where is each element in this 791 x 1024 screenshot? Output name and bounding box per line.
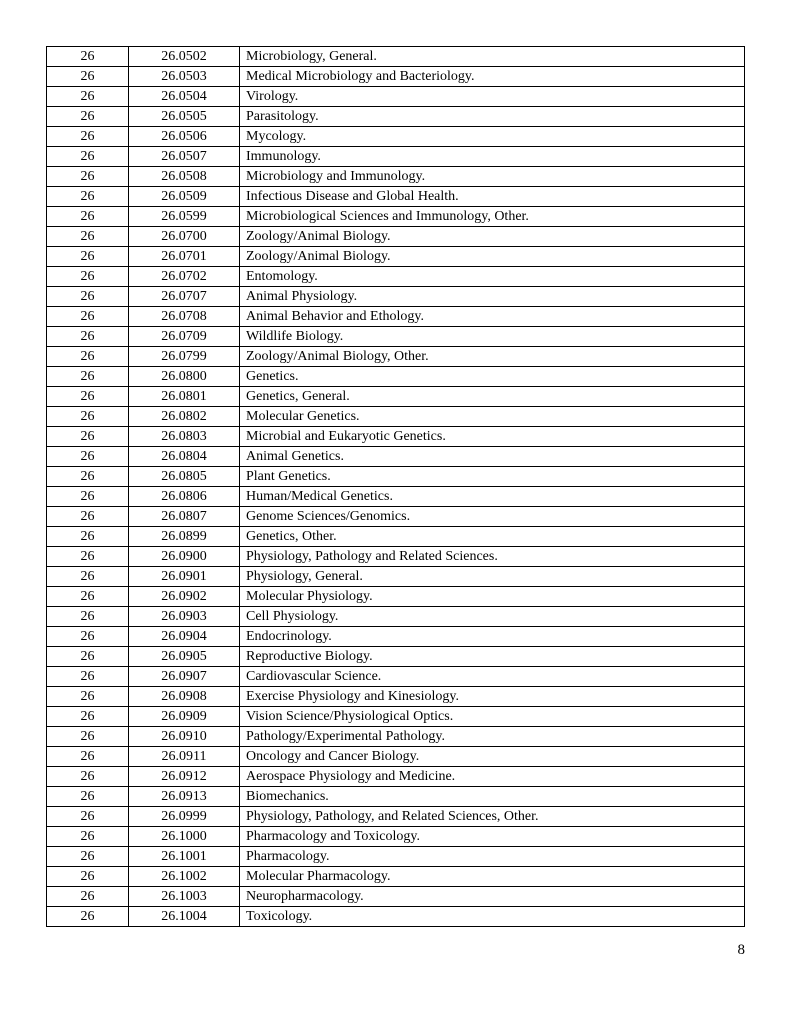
table-row [47,787,745,807]
table-row [47,287,745,307]
cip-code-cell: 26.0901 [129,567,240,587]
cip-code-cell: 26.1004 [129,907,240,927]
cip-family-cell: 26 [47,227,129,247]
program-title-cell: Immunology. [240,147,745,167]
program-title-cell: Medical Microbiology and Bacteriology. [240,67,745,87]
cip-code-cell: 26.0801 [129,387,240,407]
cip-family-cell: 26 [47,147,129,167]
cip-code-cell: 26.0701 [129,247,240,267]
program-title-cell: Physiology, General. [240,567,745,587]
program-title-cell: Virology. [240,87,745,107]
cip-family-cell: 26 [47,547,129,567]
cip-family-cell: 26 [47,387,129,407]
cip-code-cell: 26.0900 [129,547,240,567]
program-title-cell: Pharmacology. [240,847,745,867]
program-title-cell: Physiology, Pathology, and Related Sciences, Other. [240,807,745,827]
table-row [47,827,745,847]
cip-family-cell: 26 [47,607,129,627]
program-title-cell: Animal Genetics. [240,447,745,467]
cip-family-cell: 26 [47,707,129,727]
cip-code-cell: 26.0800 [129,367,240,387]
cip-family-cell: 26 [47,627,129,647]
table-row [47,87,745,107]
cip-code-cell: 26.0502 [129,47,240,67]
program-title-cell: Molecular Physiology. [240,587,745,607]
table-row [47,387,745,407]
cip-family-cell: 26 [47,747,129,767]
cip-code-cell: 26.0899 [129,527,240,547]
program-title-cell: Entomology. [240,267,745,287]
program-title-cell: Genetics, General. [240,387,745,407]
cip-family-cell: 26 [47,347,129,367]
program-title-cell: Vision Science/Physiological Optics. [240,707,745,727]
cip-code-cell: 26.0702 [129,267,240,287]
program-title-cell: Parasitology. [240,107,745,127]
table-row [47,327,745,347]
table-row [47,207,745,227]
program-title-cell: Animal Physiology. [240,287,745,307]
cip-code-cell: 26.0904 [129,627,240,647]
cip-family-cell: 26 [47,867,129,887]
cip-family-cell: 26 [47,287,129,307]
cip-code-cell: 26.0911 [129,747,240,767]
cip-code-cell: 26.0504 [129,87,240,107]
cip-code-cell: 26.0907 [129,667,240,687]
program-title-cell: Cell Physiology. [240,607,745,627]
cip-family-cell: 26 [47,247,129,267]
cip-family-cell: 26 [47,767,129,787]
cip-table-body [47,47,745,927]
program-title-cell: Microbiology and Immunology. [240,167,745,187]
cip-family-cell: 26 [47,687,129,707]
table-row [47,907,745,927]
cip-code-cell: 26.0910 [129,727,240,747]
table-row [47,67,745,87]
program-title-cell: Toxicology. [240,907,745,927]
cip-code-cell: 26.0709 [129,327,240,347]
cip-code-cell: 26.0903 [129,607,240,627]
table-row [47,107,745,127]
table-row [47,47,745,67]
cip-family-cell: 26 [47,207,129,227]
program-title-cell: Microbiological Sciences and Immunology, Other. [240,207,745,227]
cip-family-cell: 26 [47,107,129,127]
cip-code-cell: 26.0913 [129,787,240,807]
table-row [47,407,745,427]
cip-family-cell: 26 [47,807,129,827]
cip-code-cell: 26.0905 [129,647,240,667]
cip-family-cell: 26 [47,307,129,327]
table-row [47,867,745,887]
cip-code-cell: 26.0908 [129,687,240,707]
cip-code-cell: 26.0507 [129,147,240,167]
cip-code-cell: 26.0807 [129,507,240,527]
program-title-cell: Exercise Physiology and Kinesiology. [240,687,745,707]
cip-family-cell: 26 [47,167,129,187]
cip-code-cell: 26.0599 [129,207,240,227]
cip-family-cell: 26 [47,647,129,667]
program-title-cell: Pharmacology and Toxicology. [240,827,745,847]
program-title-cell: Physiology, Pathology and Related Sciences. [240,547,745,567]
program-title-cell: Pathology/Experimental Pathology. [240,727,745,747]
cip-code-cell: 26.0700 [129,227,240,247]
program-title-cell: Animal Behavior and Ethology. [240,307,745,327]
cip-family-cell: 26 [47,787,129,807]
cip-family-cell: 26 [47,127,129,147]
cip-code-cell: 26.0902 [129,587,240,607]
cip-family-cell: 26 [47,527,129,547]
cip-family-cell: 26 [47,467,129,487]
cip-code-cell: 26.0806 [129,487,240,507]
cip-family-cell: 26 [47,507,129,527]
cip-family-cell: 26 [47,87,129,107]
program-title-cell: Wildlife Biology. [240,327,745,347]
table-row [47,647,745,667]
cip-code-cell: 26.1002 [129,867,240,887]
cip-family-cell: 26 [47,907,129,927]
cip-family-cell: 26 [47,427,129,447]
cip-family-cell: 26 [47,827,129,847]
table-row [47,527,745,547]
cip-code-cell: 26.1001 [129,847,240,867]
cip-code-cell: 26.0708 [129,307,240,327]
cip-code-cell: 26.0503 [129,67,240,87]
table-row [47,267,745,287]
table-row [47,587,745,607]
table-row [47,507,745,527]
table-row [47,227,745,247]
cip-code-cell: 26.0799 [129,347,240,367]
program-title-cell: Reproductive Biology. [240,647,745,667]
program-title-cell: Microbial and Eukaryotic Genetics. [240,427,745,447]
cip-family-cell: 26 [47,367,129,387]
table-row [47,707,745,727]
table-row [47,247,745,267]
cip-family-cell: 26 [47,587,129,607]
program-title-cell: Mycology. [240,127,745,147]
cip-family-cell: 26 [47,727,129,747]
program-title-cell: Plant Genetics. [240,467,745,487]
cip-family-cell: 26 [47,47,129,67]
program-title-cell: Human/Medical Genetics. [240,487,745,507]
program-title-cell: Neuropharmacology. [240,887,745,907]
cip-family-cell: 26 [47,327,129,347]
cip-family-cell: 26 [47,267,129,287]
table-row [47,547,745,567]
table-row [47,747,745,767]
program-title-cell: Zoology/Animal Biology, Other. [240,347,745,367]
cip-code-cell: 26.1000 [129,827,240,847]
cip-family-cell: 26 [47,667,129,687]
table-row [47,667,745,687]
program-title-cell: Cardiovascular Science. [240,667,745,687]
cip-family-cell: 26 [47,487,129,507]
table-row [47,887,745,907]
program-title-cell: Biomechanics. [240,787,745,807]
program-title-cell: Genetics. [240,367,745,387]
table-row [47,187,745,207]
program-title-cell: Infectious Disease and Global Health. [240,187,745,207]
cip-family-cell: 26 [47,187,129,207]
cip-code-cell: 26.0909 [129,707,240,727]
table-row [47,167,745,187]
table-row [47,807,745,827]
program-title-cell: Molecular Genetics. [240,407,745,427]
cip-family-cell: 26 [47,407,129,427]
program-title-cell: Aerospace Physiology and Medicine. [240,767,745,787]
cip-code-table [46,46,745,927]
cip-family-cell: 26 [47,447,129,467]
table-row [47,847,745,867]
cip-code-cell: 26.0912 [129,767,240,787]
table-row [47,347,745,367]
cip-code-cell: 26.0999 [129,807,240,827]
cip-family-cell: 26 [47,567,129,587]
cip-code-cell: 26.1003 [129,887,240,907]
table-row [47,307,745,327]
table-row [47,127,745,147]
cip-code-cell: 26.0707 [129,287,240,307]
table-row [47,607,745,627]
cip-code-cell: 26.0804 [129,447,240,467]
table-row [47,727,745,747]
cip-code-cell: 26.0506 [129,127,240,147]
table-row [47,367,745,387]
cip-code-cell: 26.0805 [129,467,240,487]
table-row [47,627,745,647]
program-title-cell: Molecular Pharmacology. [240,867,745,887]
table-row [47,567,745,587]
table-row [47,447,745,467]
cip-family-cell: 26 [47,67,129,87]
program-title-cell: Genetics, Other. [240,527,745,547]
cip-family-cell: 26 [47,847,129,867]
cip-code-cell: 26.0509 [129,187,240,207]
program-title-cell: Zoology/Animal Biology. [240,247,745,267]
table-row [47,427,745,447]
cip-code-cell: 26.0505 [129,107,240,127]
cip-code-cell: 26.0803 [129,427,240,447]
program-title-cell: Microbiology, General. [240,47,745,67]
program-title-cell: Genome Sciences/Genomics. [240,507,745,527]
program-title-cell: Zoology/Animal Biology. [240,227,745,247]
page-number: 8 [737,942,745,958]
cip-family-cell: 26 [47,887,129,907]
table-row [47,687,745,707]
program-title-cell: Oncology and Cancer Biology. [240,747,745,767]
table-row [47,147,745,167]
program-title-cell: Endocrinology. [240,627,745,647]
cip-code-cell: 26.0802 [129,407,240,427]
cip-code-cell: 26.0508 [129,167,240,187]
table-row [47,487,745,507]
table-row [47,767,745,787]
table-row [47,467,745,487]
